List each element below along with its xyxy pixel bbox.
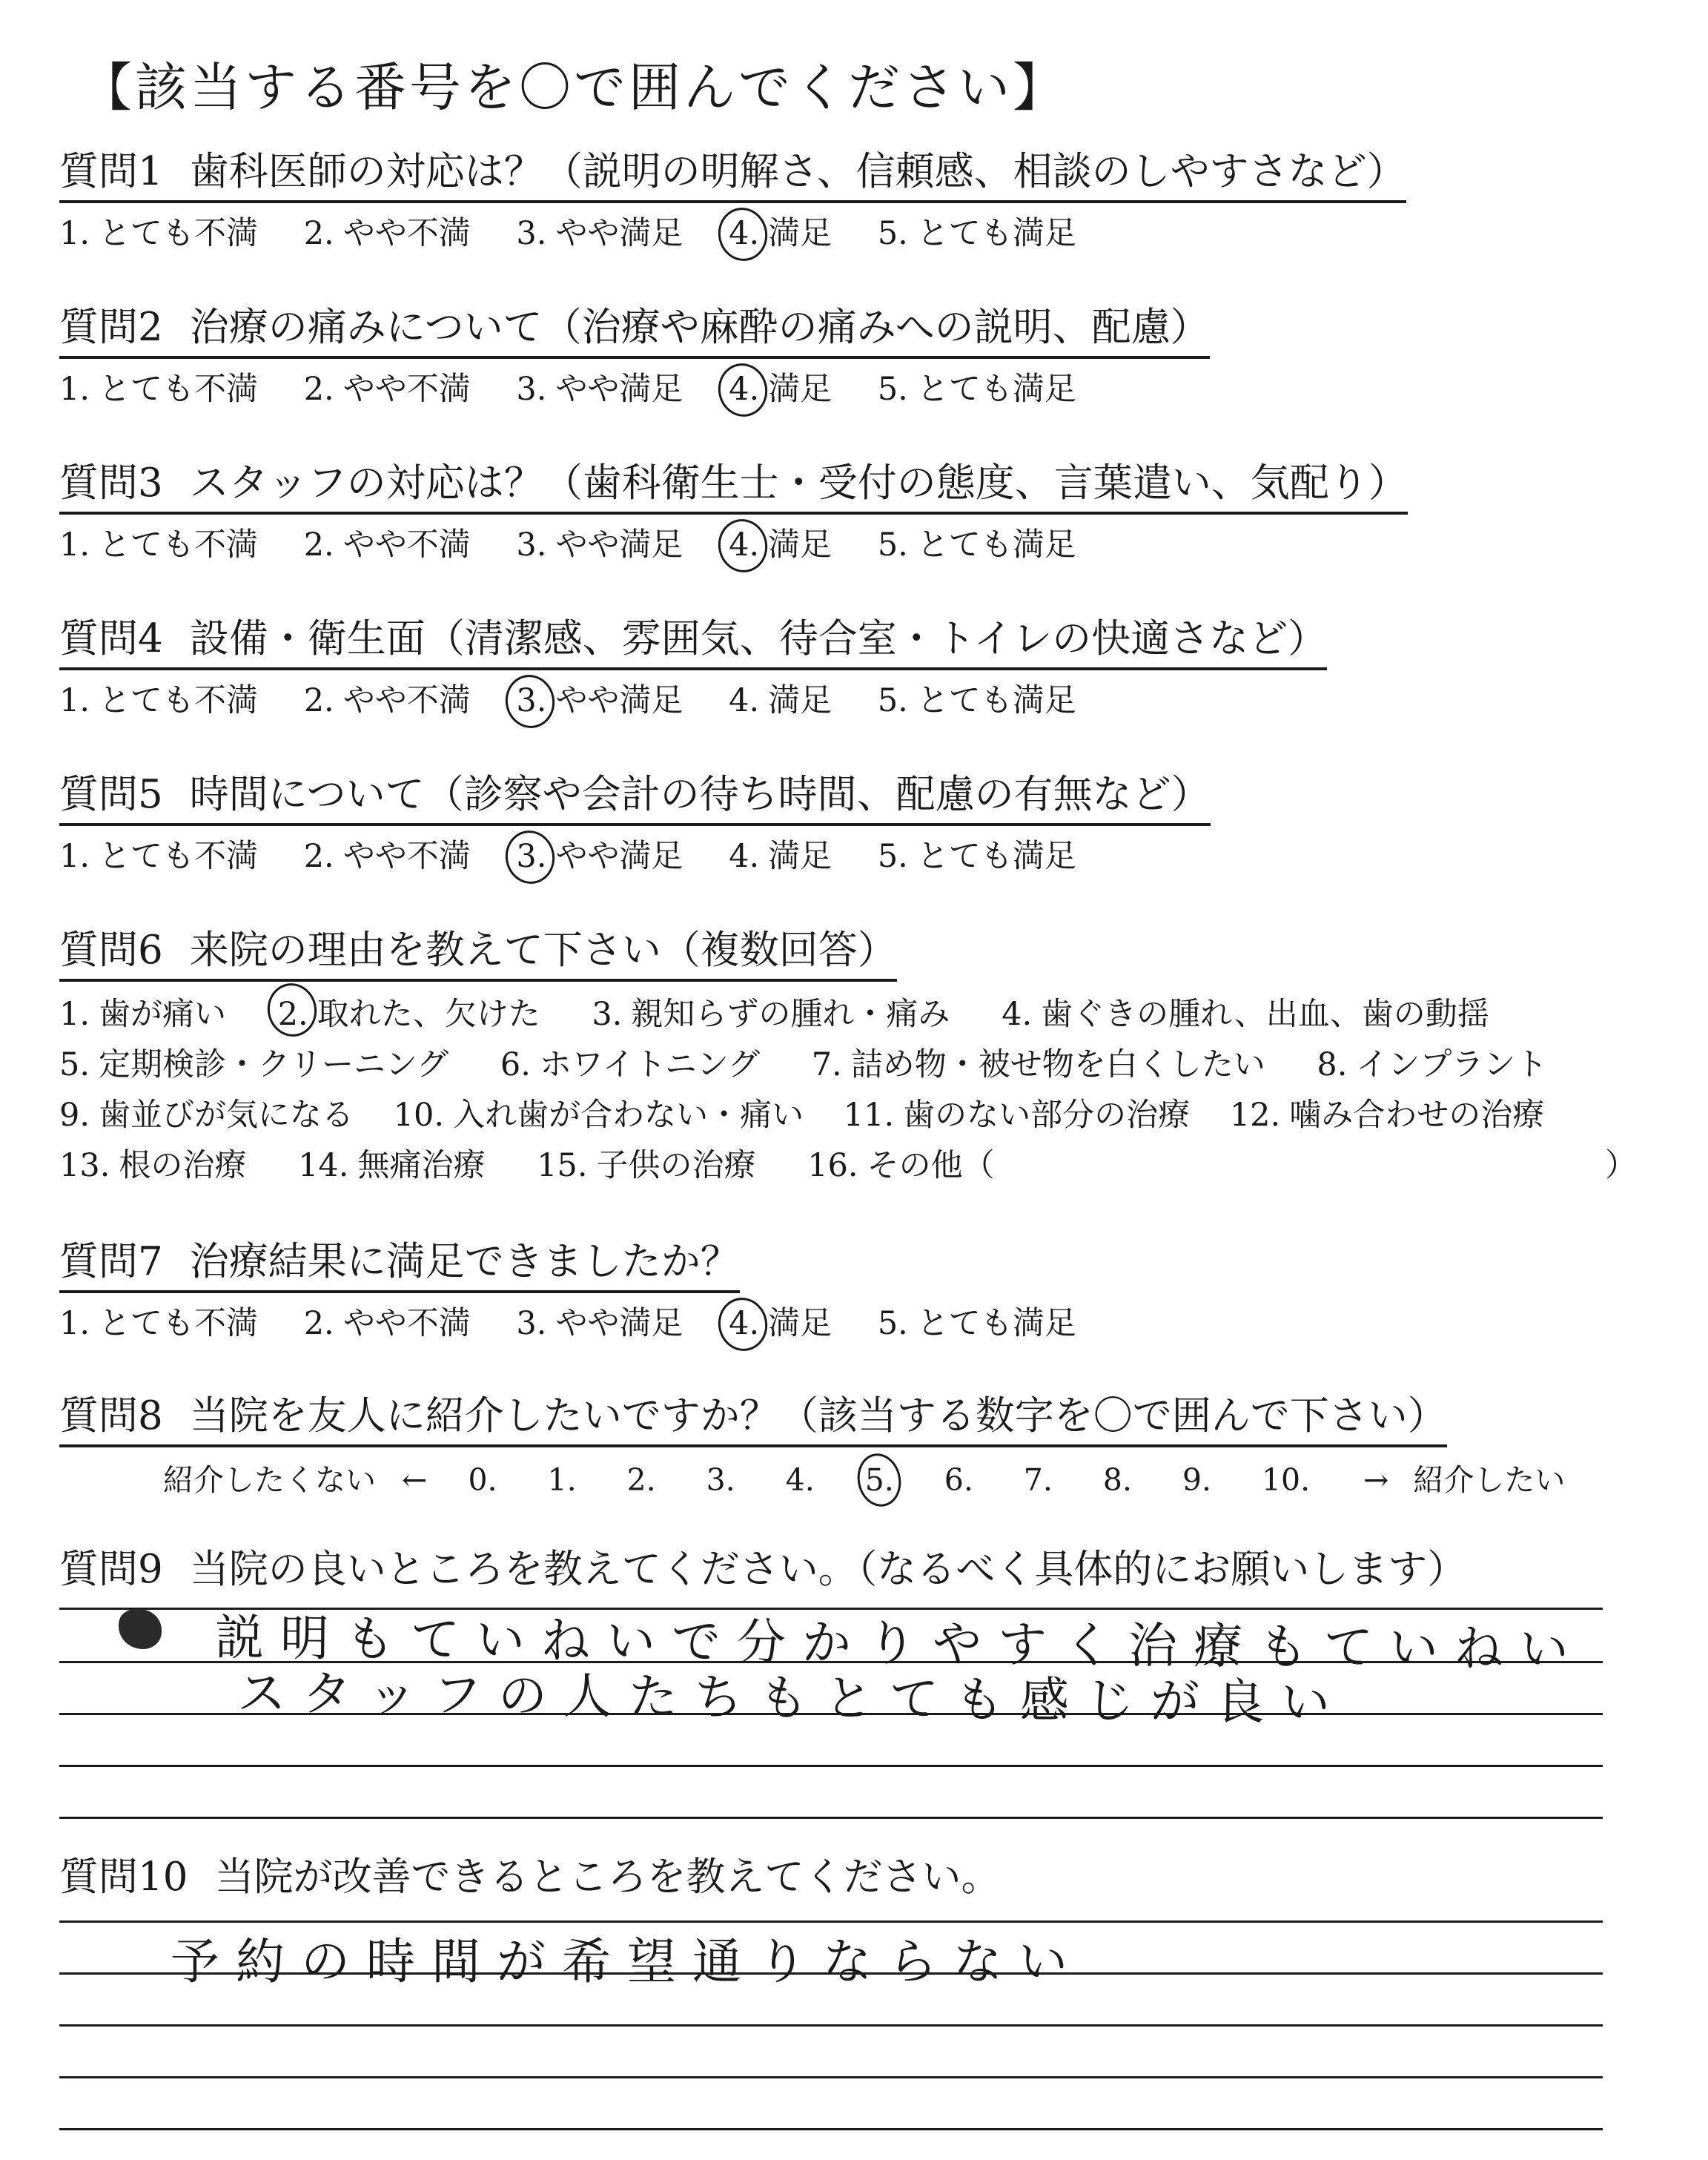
option-3[interactable]: 3. やや満足 (516, 1305, 683, 1342)
scale-7[interactable]: 7. (1023, 1462, 1053, 1498)
question-text: 時間について（診察や会計の待ち時間、配慮の有無など） (189, 772, 1211, 817)
question-title (59, 304, 1210, 359)
question-number: 質問9 (59, 1547, 163, 1592)
scale-1[interactable]: 1. (547, 1462, 577, 1498)
question-text: 設備・衛生面（清潔感、雰囲気、待合室・トイレの快適さなど） (189, 616, 1328, 661)
reason-16[interactable]: 16. その他（ (807, 1147, 995, 1184)
question-title (59, 771, 1211, 826)
option-4-selected[interactable]: 4. 満足 (729, 526, 833, 564)
question-number: 質問4 (59, 616, 163, 661)
option-2[interactable]: 2. やや不満 (303, 1305, 471, 1342)
question-3 (59, 460, 1675, 565)
question-text: 治療の痛みについて（治療や麻酔の痛みへの説明、配慮） (189, 305, 1210, 350)
option-2[interactable]: 2. やや不満 (303, 838, 471, 875)
rating-options (59, 214, 1675, 254)
reason-row (59, 1040, 1675, 1090)
reason-1[interactable]: 1. 歯が痛い (59, 996, 227, 1033)
rating-options (59, 525, 1675, 565)
rating-options (59, 1304, 1675, 1344)
reason-2-selected[interactable]: 2. 取れた、欠けた (278, 989, 540, 1040)
option-1[interactable]: 1. とても不満 (59, 1305, 259, 1342)
scale-10[interactable]: 10. (1261, 1462, 1311, 1498)
question-1 (59, 148, 1675, 254)
question-title (59, 148, 1406, 203)
left-arrow-icon: ← (402, 1462, 428, 1498)
option-5[interactable]: 5. とても満足 (877, 371, 1076, 408)
option-1[interactable]: 1. とても不満 (59, 371, 259, 408)
question-text: スタッフの対応は？（歯科衛生士・受付の態度、言葉遣い、気配り） (189, 460, 1408, 506)
writing-line (59, 1817, 1603, 1819)
question-title (59, 1393, 1447, 1447)
option-1[interactable]: 1. とても不満 (59, 526, 259, 564)
option-4[interactable]: 4. 満足 (729, 838, 833, 875)
question-number: 質問5 (59, 772, 163, 817)
option-2[interactable]: 2. やや不満 (303, 526, 471, 564)
scale-9[interactable]: 9. (1182, 1462, 1211, 1498)
reason-4[interactable]: 4. 歯ぐきの腫れ、出血、歯の動揺 (1002, 996, 1489, 1033)
question-number: 質問3 (59, 460, 163, 506)
scale-5-selected[interactable]: 5. (865, 1458, 935, 1502)
option-4-selected[interactable]: 4. 満足 (729, 371, 833, 408)
writing-line (59, 1765, 1603, 1767)
option-2[interactable]: 2. やや不満 (303, 371, 471, 408)
question-number: 質問7 (59, 1239, 163, 1284)
reason-row (59, 1090, 1675, 1140)
question-title (59, 1546, 1466, 1598)
scale-3[interactable]: 3. (706, 1462, 735, 1498)
right-arrow-icon: → (1363, 1462, 1389, 1498)
option-3-selected[interactable]: 3. やや満足 (516, 838, 683, 875)
question-title (59, 615, 1327, 670)
reason-14[interactable]: 14. 無痛治療 (298, 1147, 486, 1184)
question-number: 質問2 (59, 305, 163, 350)
question-text: 来院の理由を教えて下さい（複数回答） (189, 928, 897, 973)
question-number: 質問6 (59, 928, 163, 973)
scale-left-label: 紹介したくない (163, 1462, 376, 1498)
option-5[interactable]: 5. とても満足 (877, 215, 1076, 252)
reason-11[interactable]: 11. 歯のない部分の治療 (843, 1097, 1191, 1134)
question-number: 質問8 (59, 1393, 163, 1439)
writing-line (59, 2076, 1603, 2078)
option-3[interactable]: 3. やや満足 (516, 526, 683, 564)
option-1[interactable]: 1. とても不満 (59, 838, 259, 875)
option-5[interactable]: 5. とても満足 (877, 1305, 1076, 1342)
scribble-mark (119, 1609, 162, 1649)
reason-3[interactable]: 3. 親知らずの腫れ・痛み (592, 996, 950, 1033)
question-4 (59, 615, 1675, 721)
question-number: 質問10 (59, 1855, 188, 1900)
option-2[interactable]: 2. やや不満 (303, 682, 471, 719)
option-2[interactable]: 2. やや不満 (303, 215, 471, 252)
answer-10-line-1[interactable]: 予約の時間が希望通りならない (171, 1933, 1084, 1990)
writing-line (59, 2024, 1603, 2027)
other-close-paren: ） (1605, 1147, 1637, 1184)
reason-15[interactable]: 15. 子供の治療 (537, 1147, 756, 1184)
scale-right-label: 紹介したい (1413, 1462, 1566, 1498)
question-text: 当院の良いところを教えてください。（なるべく具体的にお願いします） (189, 1547, 1467, 1592)
reason-5[interactable]: 5. 定期検診・クリーニング (59, 1046, 449, 1083)
question-10 (59, 1854, 1675, 1906)
question-6 (59, 927, 1675, 1191)
rating-options (59, 369, 1675, 409)
option-5[interactable]: 5. とても満足 (877, 682, 1076, 719)
option-1[interactable]: 1. とても不満 (59, 215, 259, 252)
question-title (59, 1854, 1000, 1906)
reason-row (59, 1140, 1675, 1191)
rating-options (59, 836, 1675, 876)
scale-2[interactable]: 2. (626, 1462, 656, 1498)
answer-9-line-2[interactable]: スタッフの人たちもとても感じが良い (236, 1665, 1347, 1732)
option-3-selected[interactable]: 3. やや満足 (516, 682, 683, 719)
recommend-scale (59, 1458, 1675, 1502)
option-4-selected[interactable]: 4. 満足 (729, 215, 833, 252)
reason-12[interactable]: 12. 噛み合わせの治療 (1229, 1097, 1545, 1134)
reason-9[interactable]: 9. 歯並びが気になる (59, 1097, 354, 1134)
instruction-header: 【該当する番号を〇で囲んでください】 (80, 57, 1068, 118)
question-text: 治療結果に満足できましたか？ (189, 1239, 740, 1284)
scale-4[interactable]: 4. (785, 1462, 815, 1498)
scale-6[interactable]: 6. (944, 1462, 973, 1498)
question-7 (59, 1238, 1675, 1344)
reason-13[interactable]: 13. 根の治療 (59, 1147, 247, 1184)
option-5[interactable]: 5. とても満足 (877, 838, 1076, 875)
question-9 (59, 1546, 1675, 1598)
reason-6[interactable]: 6. ホワイトニング (500, 1046, 761, 1083)
question-text: 当院が改善できるところを教えてください。 (214, 1855, 1001, 1900)
question-title (59, 460, 1408, 515)
option-5[interactable]: 5. とても満足 (877, 526, 1076, 564)
writing-line (59, 2128, 1603, 2130)
reason-row (59, 989, 1675, 1040)
question-title (59, 927, 897, 982)
rating-options (59, 681, 1675, 721)
reason-8[interactable]: 8. インプラント (1317, 1046, 1548, 1083)
question-8 (59, 1393, 1675, 1502)
option-1[interactable]: 1. とても不満 (59, 682, 259, 719)
answer-9-line-1[interactable]: 説明もていねいで分かりやすく治療もていねい (214, 1609, 1586, 1679)
scale-0[interactable]: 0. (468, 1462, 497, 1498)
scale-8[interactable]: 8. (1102, 1462, 1132, 1498)
question-5 (59, 771, 1675, 876)
question-text: 当院を友人に紹介したいですか？（該当する数字を〇で囲んで下さい） (189, 1393, 1447, 1439)
reason-options (59, 989, 1675, 1191)
reason-7[interactable]: 7. 詰め物・被せ物を白くしたい (811, 1046, 1265, 1083)
question-title (59, 1238, 740, 1293)
option-4-selected[interactable]: 4. 満足 (729, 1305, 833, 1342)
question-number: 質問1 (59, 149, 163, 194)
option-3[interactable]: 3. やや満足 (516, 371, 683, 408)
question-2 (59, 304, 1675, 409)
option-4[interactable]: 4. 満足 (729, 682, 833, 719)
question-text: 歯科医師の対応は？（説明の明解さ、信頼感、相談のしやすさなど） (189, 149, 1406, 194)
reason-10[interactable]: 10. 入れ歯が合わない・痛い (393, 1097, 804, 1134)
option-3[interactable]: 3. やや満足 (516, 215, 683, 252)
